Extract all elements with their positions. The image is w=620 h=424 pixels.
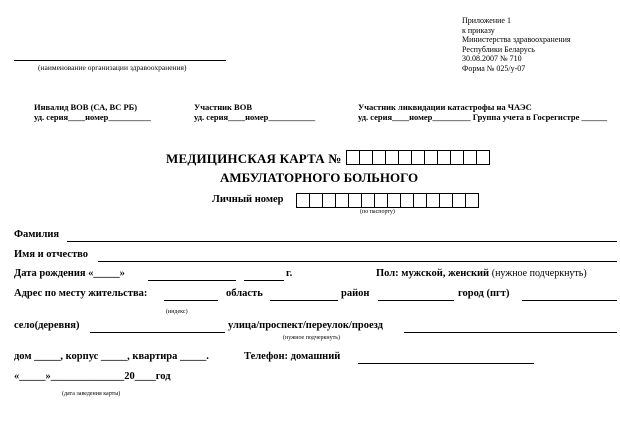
risk-group-text: Группа учета в Госрегистре ______ [472,112,608,122]
digit-cell[interactable] [413,193,427,208]
appendix-line: Форма № 025/у-07 [462,63,526,73]
digit-cell[interactable] [411,150,425,165]
digit-cell[interactable] [437,150,451,165]
postal-index-field[interactable] [164,300,218,301]
digit-cell[interactable] [439,193,453,208]
date-opened-field[interactable]: «_____»______________20____год [14,371,171,382]
digit-cell[interactable] [450,150,464,165]
digit-cell[interactable] [346,150,360,165]
digit-cell[interactable] [372,150,386,165]
birth-month-field[interactable] [148,280,236,281]
category-participant-vov: Участник ВОВ [194,102,252,112]
digit-cell[interactable] [385,150,399,165]
digit-cell[interactable] [361,193,375,208]
name-field[interactable] [98,261,617,262]
appendix-block [462,16,571,74]
digit-cell[interactable] [387,193,401,208]
organization-name-line[interactable] [14,60,226,61]
date-opened-caption: (дата заведения карты) [62,391,121,397]
personal-number-caption: (по паспорту) [360,209,395,215]
city-field[interactable] [522,300,617,301]
surname-label: Фамилия [14,229,60,240]
digit-cell[interactable] [476,150,490,165]
category-invalid-vov: Инвалид ВОВ (СА, ВС РБ) [34,102,138,112]
digit-cell[interactable] [322,193,336,208]
street-field[interactable] [404,332,617,333]
street-caption: (нужное подчеркнуть) [283,335,340,341]
village-field[interactable] [90,332,225,333]
address-label: Адрес по месту жительства: [14,288,148,299]
phone-field[interactable] [358,363,534,364]
digit-cell[interactable] [465,193,479,208]
village-label: село(деревня) [14,320,80,331]
name-label: Имя и отчество [14,249,88,260]
id-series-field[interactable] [358,112,607,122]
appendix-line: Республики Беларусь [462,44,535,54]
sex-options[interactable]: мужской, женский [401,268,490,279]
digit-cell[interactable] [359,150,373,165]
house-field[interactable]: дом _____, корпус _____, квартира _____. [14,351,209,362]
digit-cell[interactable] [348,193,362,208]
digit-cell[interactable] [424,150,438,165]
category-liquidator: Участник ликвидации катастрофы на ЧАЭС [358,102,532,112]
birth-date-label[interactable]: Дата рождения «_____» [14,268,125,279]
rayon-field[interactable] [378,300,454,301]
page-subtitle: АМБУЛАТОРНОГО БОЛЬНОГО [220,170,419,185]
appendix-line: Приложение 1 [462,16,511,25]
id-series-field[interactable]: уд. серия____номер___________ [194,112,316,122]
city-label: город (пгт) [458,288,510,299]
rayon-label: район [341,288,370,299]
sex-label-text: Пол: [376,268,399,279]
appendix-line: Министерства здравоохранения [462,35,571,45]
digit-cell[interactable] [374,193,388,208]
digit-cell[interactable] [463,150,477,165]
digit-cell[interactable] [400,193,414,208]
card-number-cells[interactable] [346,150,489,165]
sex-note: (нужное подчеркнуть) [491,268,587,279]
digit-cell[interactable] [426,193,440,208]
oblast-label: область [226,288,263,299]
id-series-field[interactable]: уд. серия____номер__________ [34,112,151,122]
appendix-line: 30.08.2007 № 710 [462,54,522,64]
street-label: улица/проспект/переулок/проезд [228,320,383,331]
personal-number-label: Личный номер [212,194,284,205]
page-title: МЕДИЦИНСКАЯ КАРТА № [166,151,342,166]
id-series-text: уд. серия____номер_________ [358,112,471,122]
phone-label: Телефон: домашний [244,351,341,362]
personal-number-cells[interactable] [296,193,478,208]
index-caption: (индекс) [166,309,188,315]
appendix-line: к приказу [462,25,495,35]
oblast-field[interactable] [270,300,338,301]
digit-cell[interactable] [309,193,323,208]
digit-cell[interactable] [398,150,412,165]
surname-field[interactable] [67,241,617,242]
year-suffix: г. [286,268,293,279]
birth-year-field[interactable] [244,280,284,281]
sex-label [376,268,587,279]
digit-cell[interactable] [296,193,310,208]
organization-caption: (наименование организации здравоохранения) [38,63,187,72]
digit-cell[interactable] [452,193,466,208]
digit-cell[interactable] [335,193,349,208]
